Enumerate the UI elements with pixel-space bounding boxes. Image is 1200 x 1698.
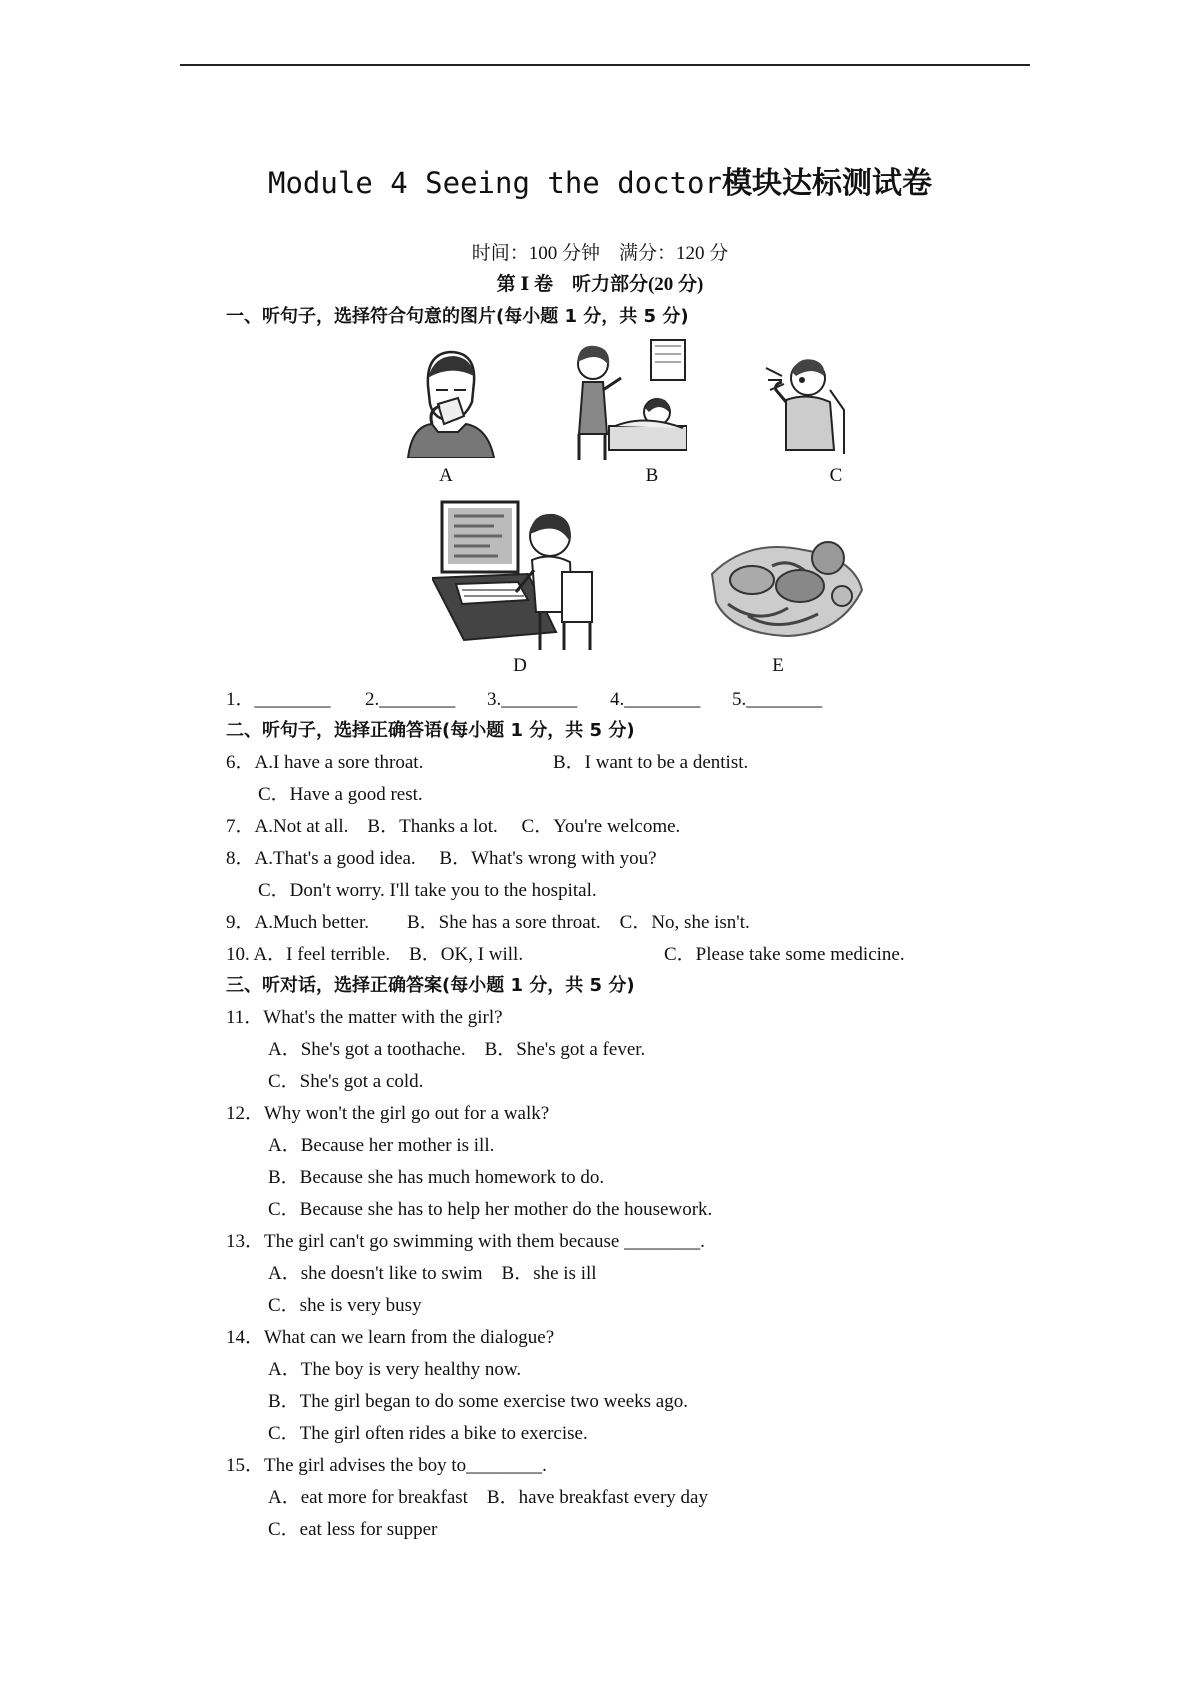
- question-15-options-ab: A．eat more for breakfast B．have breakfast every day: [268, 1487, 708, 1508]
- picture-d-label: D: [513, 655, 527, 676]
- question-12: 12．Why won't the girl go out for a walk?: [226, 1103, 550, 1124]
- question-11: 11．What's the matter with the girl?: [226, 1007, 503, 1028]
- picture-a-sneezing-man: [398, 346, 498, 458]
- page-title: [0, 158, 1200, 202]
- question-13-option-c: C．she is very busy: [268, 1295, 422, 1316]
- paper-part-heading: 第 Ⅰ 卷 听力部分(20 分): [496, 274, 704, 295]
- question-6-option-b: B．I want to be a dentist.: [553, 752, 749, 773]
- question-12-option-c: C．Because she has to help her mother do the housework.: [268, 1199, 713, 1220]
- answer-blank-4[interactable]: 4.________: [610, 689, 701, 710]
- picture-d-boy-at-computer: [432, 500, 602, 650]
- question-11-options-ab: A．She's got a toothache. B．She's got a fever.: [268, 1039, 646, 1060]
- question-15: 15．The girl advises the boy to________.: [226, 1455, 547, 1476]
- exam-info: 时间：100 分钟 满分：120 分: [471, 243, 729, 264]
- question-14: 14．What can we learn from the dialogue?: [226, 1327, 555, 1348]
- picture-e-label: E: [772, 655, 784, 676]
- question-6-option-c: C．Have a good rest.: [258, 784, 423, 805]
- question-14-option-c: C．The girl often rides a bike to exercise.: [268, 1423, 588, 1444]
- picture-b-label: B: [645, 465, 659, 486]
- picture-c-sick-person: [764, 350, 850, 458]
- header-rule: [180, 64, 1030, 66]
- picture-c-label: C: [829, 465, 843, 486]
- picture-e-fruit-and-vegetables: [708, 530, 866, 642]
- title-chinese: 模块达标测试卷: [721, 166, 932, 201]
- section2-heading: 二、听句子，选择正确答语(每小题 1 分，共 5 分): [226, 720, 635, 741]
- question-13-options-ab: A．she doesn't like to swim B．she is ill: [268, 1263, 597, 1284]
- question-9-options: 9．A.Much better. B．She has a sore throat. C．No, she isn't.: [226, 912, 750, 933]
- question-13: 13．The girl can't go swimming with them because ________.: [226, 1231, 705, 1252]
- question-10-options: 10. A．I feel terrible. B．OK, I will.: [226, 944, 524, 965]
- picture-a-label: A: [439, 465, 453, 486]
- question-12-option-a: A．Because her mother is ill.: [268, 1135, 495, 1156]
- question-12-option-b: B．Because she has much homework to do.: [268, 1167, 605, 1188]
- question-15-option-c: C．eat less for supper: [268, 1519, 438, 1540]
- answer-blank-3[interactable]: 3.________: [487, 689, 578, 710]
- question-10-option-c: C．Please take some medicine.: [664, 944, 905, 965]
- picture-b-mother-and-sick-child: [565, 338, 687, 462]
- question-8-options: 8．A.That's a good idea. B．What's wrong with you?: [226, 848, 657, 869]
- answer-blank-1[interactable]: 1．________: [226, 689, 331, 710]
- question-11-option-c: C．She's got a cold.: [268, 1071, 424, 1092]
- question-7-options: 7．A.Not at all. B．Thanks a lot. C．You're welcome.: [226, 816, 681, 837]
- title-english: Module 4 Seeing the doctor: [268, 166, 722, 200]
- section3-heading: 三、听对话，选择正确答案(每小题 1 分，共 5 分): [226, 975, 635, 996]
- answer-blank-5[interactable]: 5.________: [732, 689, 823, 710]
- question-8-option-c: C．Don't worry. I'll take you to the hospital.: [258, 880, 597, 901]
- question-6-options: 6．A.I have a sore throat.: [226, 752, 424, 773]
- question-14-option-b: B．The girl began to do some exercise two weeks ago.: [268, 1391, 688, 1412]
- answer-blank-2[interactable]: 2.________: [365, 689, 456, 710]
- section1-heading: 一、听句子，选择符合句意的图片(每小题 1 分，共 5 分): [226, 306, 689, 327]
- question-14-option-a: A．The boy is very healthy now.: [268, 1359, 522, 1380]
